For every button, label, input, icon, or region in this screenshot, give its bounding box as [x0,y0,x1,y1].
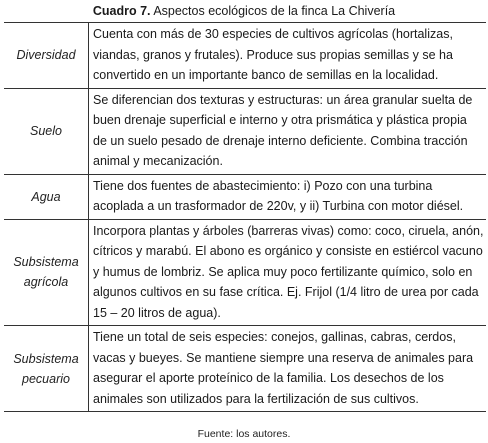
row-label-suelo: Suelo [4,88,89,174]
table-row [4,23,486,89]
row-label-subsistema-pecuario: Subsistema pecuario [4,326,89,412]
row-text-suelo: Se diferencian dos texturas y estructuras: un área granular suelta de buen drenaje superficial e interno y otra prismática y plástica propia de un suelo pesado de drenaje interno deficiente. Combina tracción animal y mecanización. [89,88,487,174]
row-label-agua: Agua [4,174,89,219]
row-label-subsistema-agricola: Subsistema agrícola [4,219,89,326]
caption-title: Aspectos ecológicos de la finca La Chivería [153,4,396,18]
table-source: Fuente: los autores. [197,428,291,440]
row-text-agua: Tiene dos fuentes de abastecimiento: i) Pozo con una turbina acoplada a un trasformador de 220v, y ii) Turbina con motor diésel. [89,174,487,219]
table-row [4,326,486,412]
row-text-subsistema-pecuario: Tiene un total de seis especies: conejos, gallinas, cabras, cerdos, vacas y bueyes. Se mantiene siempre una reserva de animales para asegurar el aporte proteínico de la familia. Los desechos de los animales son utilizados para la fertilización de sus cultivos. [89,326,487,412]
table-row [4,174,486,219]
row-label-diversidad: Diversidad [4,23,89,89]
table-row [4,219,486,326]
ecological-aspects-table [4,22,486,412]
row-text-subsistema-agricola: Incorpora plantas y árboles (barreras vivas) como: coco, ciruela, anón, cítricos y marabú. El abono es orgánico y consiste en estiércol vacuno y humus de lombriz. Se aplica muy poco fertilizante químico, solo en algunos cultivos en su fase crítica. Ej. Frijol (1/4 litro de urea por cada 15 – 20 litros de agua). [89,219,487,326]
row-text-diversidad: Cuenta con más de 30 especies de cultivos agrícolas (hortalizas, viandas, granos y frutales). Produce sus propias semillas y se ha convertido en un importante banco de semillas en la localidad. [93,27,453,82]
caption-number: Cuadro 7. [92,4,151,18]
table-caption [0,3,488,19]
table-row [4,88,486,174]
